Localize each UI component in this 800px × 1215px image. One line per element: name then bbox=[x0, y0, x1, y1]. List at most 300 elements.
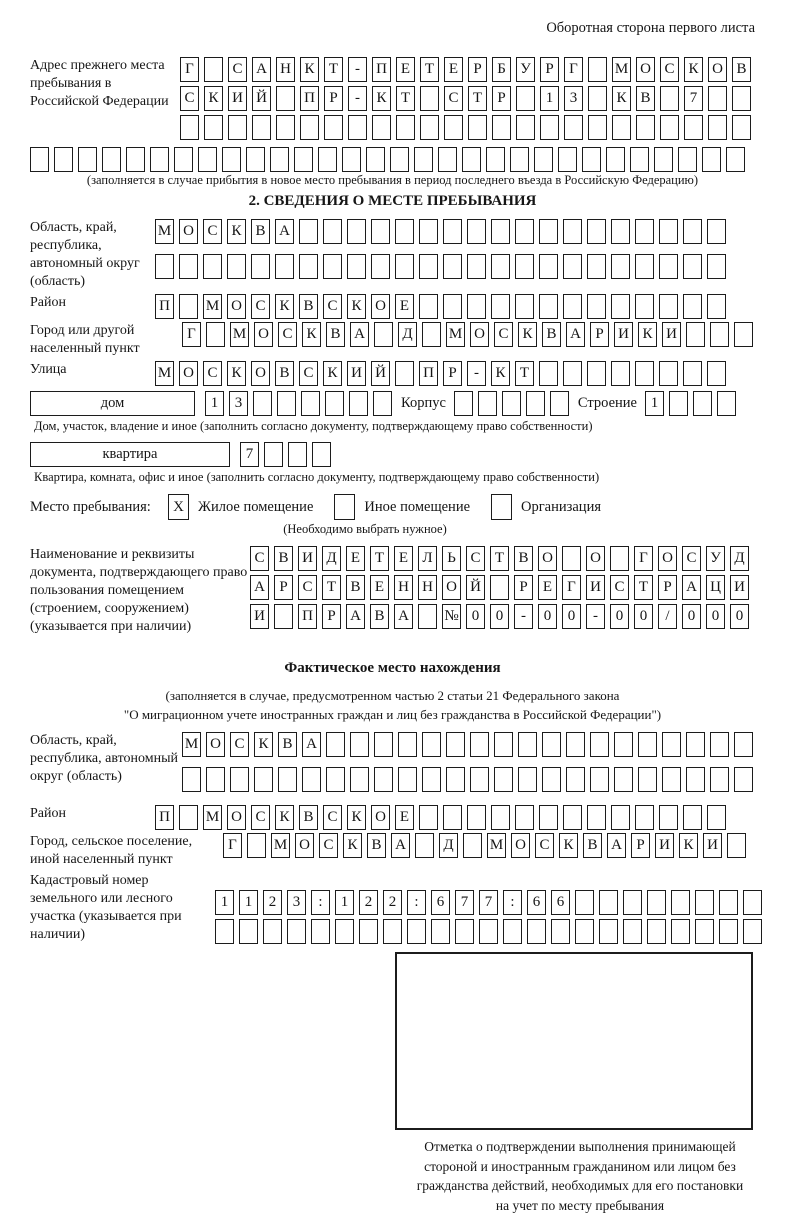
char-box[interactable] bbox=[324, 115, 343, 140]
char-box[interactable] bbox=[467, 294, 486, 319]
char-box[interactable] bbox=[564, 115, 583, 140]
char-box[interactable]: Д bbox=[439, 833, 458, 858]
char-box[interactable] bbox=[420, 86, 439, 111]
char-box[interactable] bbox=[671, 919, 690, 944]
char-box[interactable] bbox=[302, 767, 321, 792]
char-box[interactable]: В bbox=[299, 805, 318, 830]
char-box[interactable] bbox=[550, 391, 569, 416]
char-box[interactable]: 2 bbox=[359, 890, 378, 915]
char-box[interactable] bbox=[702, 147, 721, 172]
char-box[interactable] bbox=[276, 86, 295, 111]
char-box[interactable]: С bbox=[535, 833, 554, 858]
char-box[interactable] bbox=[419, 294, 438, 319]
char-box[interactable]: О bbox=[371, 805, 390, 830]
char-box[interactable] bbox=[347, 219, 366, 244]
char-box[interactable] bbox=[491, 219, 510, 244]
char-box[interactable]: Е bbox=[370, 575, 389, 600]
char-box[interactable] bbox=[274, 604, 293, 629]
char-box[interactable]: М bbox=[487, 833, 506, 858]
char-box[interactable] bbox=[294, 147, 313, 172]
char-box[interactable] bbox=[420, 115, 439, 140]
char-box[interactable] bbox=[710, 322, 729, 347]
char-box[interactable]: М bbox=[612, 57, 631, 82]
char-box[interactable]: У bbox=[706, 546, 725, 571]
char-box[interactable]: 0 bbox=[706, 604, 725, 629]
char-box[interactable] bbox=[717, 391, 736, 416]
char-box[interactable]: К bbox=[254, 732, 273, 757]
char-box[interactable] bbox=[683, 294, 702, 319]
char-box[interactable] bbox=[587, 254, 606, 279]
char-box[interactable] bbox=[486, 147, 505, 172]
char-box[interactable]: Т bbox=[468, 86, 487, 111]
char-box[interactable]: К bbox=[372, 86, 391, 111]
char-box[interactable] bbox=[444, 115, 463, 140]
char-box[interactable] bbox=[647, 919, 666, 944]
char-box[interactable] bbox=[270, 147, 289, 172]
char-box[interactable] bbox=[611, 254, 630, 279]
char-box[interactable] bbox=[494, 732, 513, 757]
char-box[interactable] bbox=[575, 890, 594, 915]
char-box[interactable] bbox=[611, 805, 630, 830]
char-box[interactable] bbox=[732, 86, 751, 111]
char-box[interactable] bbox=[312, 442, 331, 467]
char-box[interactable] bbox=[678, 147, 697, 172]
char-box[interactable] bbox=[490, 575, 509, 600]
char-box[interactable] bbox=[708, 115, 727, 140]
char-box[interactable]: Т bbox=[420, 57, 439, 82]
char-box[interactable]: К bbox=[612, 86, 631, 111]
char-box[interactable] bbox=[686, 322, 705, 347]
char-box[interactable] bbox=[614, 732, 633, 757]
char-box[interactable]: А bbox=[394, 604, 413, 629]
char-box[interactable] bbox=[539, 294, 558, 319]
char-box[interactable]: И bbox=[703, 833, 722, 858]
char-box[interactable]: И bbox=[228, 86, 247, 111]
char-box[interactable] bbox=[414, 147, 433, 172]
char-box[interactable] bbox=[647, 890, 666, 915]
char-box[interactable] bbox=[323, 219, 342, 244]
char-box[interactable]: С bbox=[323, 805, 342, 830]
char-box[interactable] bbox=[563, 805, 582, 830]
char-box[interactable]: Р bbox=[658, 575, 677, 600]
char-box[interactable] bbox=[516, 86, 535, 111]
char-box[interactable] bbox=[686, 732, 705, 757]
char-box[interactable]: / bbox=[658, 604, 677, 629]
char-box[interactable]: В bbox=[299, 294, 318, 319]
char-box[interactable]: М bbox=[446, 322, 465, 347]
char-box[interactable] bbox=[415, 833, 434, 858]
char-box[interactable]: Й bbox=[466, 575, 485, 600]
char-box[interactable]: Й bbox=[252, 86, 271, 111]
char-box[interactable] bbox=[263, 919, 282, 944]
char-box[interactable]: Д bbox=[322, 546, 341, 571]
char-box[interactable] bbox=[179, 805, 198, 830]
char-box[interactable] bbox=[78, 147, 97, 172]
char-box[interactable]: Н bbox=[418, 575, 437, 600]
char-box[interactable] bbox=[215, 919, 234, 944]
char-box[interactable]: П bbox=[298, 604, 317, 629]
char-box[interactable]: О bbox=[179, 361, 198, 386]
char-box[interactable]: : bbox=[503, 890, 522, 915]
char-box[interactable]: Т bbox=[396, 86, 415, 111]
char-box[interactable] bbox=[707, 294, 726, 319]
char-box[interactable] bbox=[203, 254, 222, 279]
char-box[interactable] bbox=[719, 919, 738, 944]
char-box[interactable]: 7 bbox=[684, 86, 703, 111]
char-box[interactable]: Е bbox=[395, 805, 414, 830]
char-box[interactable] bbox=[275, 254, 294, 279]
char-box[interactable] bbox=[180, 115, 199, 140]
char-box[interactable] bbox=[659, 254, 678, 279]
char-box[interactable] bbox=[683, 805, 702, 830]
char-box[interactable]: С bbox=[180, 86, 199, 111]
char-box[interactable] bbox=[539, 219, 558, 244]
char-box[interactable]: Д bbox=[730, 546, 749, 571]
char-box[interactable] bbox=[693, 391, 712, 416]
char-box[interactable]: 1 bbox=[215, 890, 234, 915]
char-box[interactable] bbox=[542, 767, 561, 792]
char-box[interactable]: - bbox=[514, 604, 533, 629]
char-box[interactable] bbox=[491, 805, 510, 830]
char-box[interactable] bbox=[349, 391, 368, 416]
apartment-type-box[interactable]: квартира bbox=[30, 442, 230, 467]
char-box[interactable]: У bbox=[516, 57, 535, 82]
char-box[interactable]: 0 bbox=[466, 604, 485, 629]
char-box[interactable]: С bbox=[250, 546, 269, 571]
char-box[interactable] bbox=[30, 147, 49, 172]
char-box[interactable] bbox=[350, 732, 369, 757]
char-box[interactable] bbox=[734, 322, 753, 347]
char-box[interactable]: А bbox=[275, 219, 294, 244]
char-box[interactable]: С bbox=[682, 546, 701, 571]
char-box[interactable]: Р bbox=[631, 833, 650, 858]
char-box[interactable] bbox=[515, 805, 534, 830]
char-box[interactable]: М bbox=[182, 732, 201, 757]
checkbox-residential[interactable]: X bbox=[168, 494, 189, 520]
char-box[interactable]: Е bbox=[395, 294, 414, 319]
char-box[interactable] bbox=[707, 219, 726, 244]
char-box[interactable] bbox=[395, 361, 414, 386]
char-box[interactable] bbox=[686, 767, 705, 792]
char-box[interactable] bbox=[727, 833, 746, 858]
char-box[interactable] bbox=[588, 57, 607, 82]
char-box[interactable] bbox=[467, 254, 486, 279]
checkbox-organization[interactable] bbox=[491, 494, 512, 520]
char-box[interactable]: : bbox=[407, 890, 426, 915]
char-box[interactable]: О bbox=[636, 57, 655, 82]
char-box[interactable]: П bbox=[300, 86, 319, 111]
char-box[interactable]: П bbox=[155, 805, 174, 830]
char-box[interactable] bbox=[419, 219, 438, 244]
char-box[interactable]: К bbox=[638, 322, 657, 347]
char-box[interactable]: Е bbox=[396, 57, 415, 82]
char-box[interactable] bbox=[419, 805, 438, 830]
char-box[interactable] bbox=[510, 147, 529, 172]
char-box[interactable] bbox=[390, 147, 409, 172]
char-box[interactable] bbox=[454, 391, 473, 416]
char-box[interactable]: А bbox=[252, 57, 271, 82]
char-box[interactable] bbox=[516, 115, 535, 140]
char-box[interactable]: Т bbox=[370, 546, 389, 571]
char-box[interactable] bbox=[659, 219, 678, 244]
char-box[interactable] bbox=[443, 294, 462, 319]
char-box[interactable] bbox=[179, 254, 198, 279]
char-box[interactable] bbox=[707, 805, 726, 830]
char-box[interactable] bbox=[515, 254, 534, 279]
char-box[interactable]: И bbox=[586, 575, 605, 600]
char-box[interactable] bbox=[563, 219, 582, 244]
char-box[interactable] bbox=[247, 833, 266, 858]
char-box[interactable]: С bbox=[251, 294, 270, 319]
char-box[interactable] bbox=[708, 86, 727, 111]
char-box[interactable] bbox=[534, 147, 553, 172]
char-box[interactable]: 2 bbox=[263, 890, 282, 915]
char-box[interactable] bbox=[446, 732, 465, 757]
char-box[interactable] bbox=[611, 361, 630, 386]
char-box[interactable] bbox=[383, 919, 402, 944]
char-box[interactable]: Г bbox=[182, 322, 201, 347]
char-box[interactable] bbox=[659, 805, 678, 830]
char-box[interactable] bbox=[300, 115, 319, 140]
char-box[interactable] bbox=[299, 219, 318, 244]
char-box[interactable] bbox=[588, 115, 607, 140]
char-box[interactable]: С bbox=[278, 322, 297, 347]
char-box[interactable]: Н bbox=[394, 575, 413, 600]
char-box[interactable]: А bbox=[391, 833, 410, 858]
char-box[interactable] bbox=[478, 391, 497, 416]
char-box[interactable] bbox=[347, 254, 366, 279]
char-box[interactable]: № bbox=[442, 604, 461, 629]
char-box[interactable] bbox=[323, 254, 342, 279]
char-box[interactable] bbox=[494, 767, 513, 792]
char-box[interactable]: В bbox=[370, 604, 389, 629]
char-box[interactable] bbox=[719, 890, 738, 915]
char-box[interactable]: 0 bbox=[538, 604, 557, 629]
char-box[interactable]: 6 bbox=[551, 890, 570, 915]
char-box[interactable] bbox=[566, 732, 585, 757]
char-box[interactable]: В bbox=[732, 57, 751, 82]
char-box[interactable] bbox=[526, 391, 545, 416]
char-box[interactable] bbox=[174, 147, 193, 172]
char-box[interactable]: С bbox=[319, 833, 338, 858]
char-box[interactable]: 0 bbox=[682, 604, 701, 629]
char-box[interactable] bbox=[630, 147, 649, 172]
char-box[interactable]: С bbox=[660, 57, 679, 82]
char-box[interactable] bbox=[455, 919, 474, 944]
char-box[interactable]: И bbox=[655, 833, 674, 858]
char-box[interactable]: В bbox=[542, 322, 561, 347]
char-box[interactable] bbox=[684, 115, 703, 140]
char-box[interactable] bbox=[638, 767, 657, 792]
char-box[interactable]: О bbox=[206, 732, 225, 757]
char-box[interactable]: К bbox=[491, 361, 510, 386]
char-box[interactable] bbox=[422, 732, 441, 757]
char-box[interactable]: А bbox=[302, 732, 321, 757]
char-box[interactable] bbox=[623, 890, 642, 915]
char-box[interactable]: Н bbox=[276, 57, 295, 82]
char-box[interactable]: О bbox=[227, 805, 246, 830]
char-box[interactable]: Т bbox=[515, 361, 534, 386]
char-box[interactable] bbox=[539, 254, 558, 279]
char-box[interactable] bbox=[206, 322, 225, 347]
char-box[interactable] bbox=[288, 442, 307, 467]
char-box[interactable] bbox=[503, 919, 522, 944]
char-box[interactable] bbox=[374, 767, 393, 792]
char-box[interactable]: 1 bbox=[205, 391, 224, 416]
char-box[interactable] bbox=[204, 57, 223, 82]
char-box[interactable] bbox=[395, 219, 414, 244]
char-box[interactable]: Е bbox=[444, 57, 463, 82]
char-box[interactable]: - bbox=[586, 604, 605, 629]
char-box[interactable] bbox=[695, 919, 714, 944]
char-box[interactable] bbox=[540, 115, 559, 140]
char-box[interactable] bbox=[335, 919, 354, 944]
char-box[interactable]: К bbox=[300, 57, 319, 82]
char-box[interactable]: Т bbox=[324, 57, 343, 82]
char-box[interactable] bbox=[587, 805, 606, 830]
char-box[interactable] bbox=[179, 294, 198, 319]
char-box[interactable]: Т bbox=[490, 546, 509, 571]
char-box[interactable]: 6 bbox=[527, 890, 546, 915]
char-box[interactable] bbox=[588, 86, 607, 111]
char-box[interactable] bbox=[539, 361, 558, 386]
char-box[interactable]: Р bbox=[324, 86, 343, 111]
char-box[interactable] bbox=[710, 767, 729, 792]
char-box[interactable] bbox=[350, 767, 369, 792]
char-box[interactable] bbox=[659, 294, 678, 319]
char-box[interactable]: К bbox=[227, 361, 246, 386]
char-box[interactable] bbox=[419, 254, 438, 279]
char-box[interactable] bbox=[563, 361, 582, 386]
char-box[interactable] bbox=[683, 254, 702, 279]
char-box[interactable]: Е bbox=[346, 546, 365, 571]
char-box[interactable] bbox=[610, 546, 629, 571]
char-box[interactable]: Р bbox=[468, 57, 487, 82]
char-box[interactable]: Р bbox=[443, 361, 462, 386]
char-box[interactable] bbox=[590, 732, 609, 757]
char-box[interactable] bbox=[743, 919, 762, 944]
char-box[interactable]: С bbox=[298, 575, 317, 600]
char-box[interactable] bbox=[563, 294, 582, 319]
char-box[interactable] bbox=[582, 147, 601, 172]
char-box[interactable] bbox=[660, 86, 679, 111]
char-box[interactable] bbox=[239, 919, 258, 944]
char-box[interactable]: - bbox=[348, 57, 367, 82]
char-box[interactable]: Р bbox=[492, 86, 511, 111]
char-box[interactable]: К bbox=[518, 322, 537, 347]
char-box[interactable]: М bbox=[230, 322, 249, 347]
char-box[interactable] bbox=[204, 115, 223, 140]
char-box[interactable]: Д bbox=[398, 322, 417, 347]
char-box[interactable] bbox=[228, 115, 247, 140]
char-box[interactable]: О bbox=[179, 219, 198, 244]
char-box[interactable] bbox=[446, 767, 465, 792]
char-box[interactable] bbox=[374, 732, 393, 757]
char-box[interactable] bbox=[518, 767, 537, 792]
char-box[interactable]: В bbox=[514, 546, 533, 571]
char-box[interactable]: С bbox=[230, 732, 249, 757]
char-box[interactable] bbox=[431, 919, 450, 944]
char-box[interactable]: П bbox=[155, 294, 174, 319]
char-box[interactable] bbox=[371, 219, 390, 244]
char-box[interactable]: Р bbox=[514, 575, 533, 600]
char-box[interactable]: О bbox=[586, 546, 605, 571]
char-box[interactable]: Р bbox=[274, 575, 293, 600]
char-box[interactable] bbox=[395, 254, 414, 279]
char-box[interactable]: - bbox=[467, 361, 486, 386]
char-box[interactable]: Б bbox=[492, 57, 511, 82]
char-box[interactable] bbox=[659, 361, 678, 386]
char-box[interactable] bbox=[636, 115, 655, 140]
char-box[interactable] bbox=[654, 147, 673, 172]
char-box[interactable]: В bbox=[326, 322, 345, 347]
char-box[interactable] bbox=[254, 767, 273, 792]
char-box[interactable]: А bbox=[250, 575, 269, 600]
char-box[interactable] bbox=[443, 254, 462, 279]
char-box[interactable]: 0 bbox=[610, 604, 629, 629]
char-box[interactable]: Е bbox=[538, 575, 557, 600]
char-box[interactable] bbox=[373, 391, 392, 416]
char-box[interactable]: И bbox=[298, 546, 317, 571]
char-box[interactable]: К bbox=[559, 833, 578, 858]
char-box[interactable]: Л bbox=[418, 546, 437, 571]
char-box[interactable]: К bbox=[347, 805, 366, 830]
char-box[interactable] bbox=[372, 115, 391, 140]
char-box[interactable] bbox=[707, 361, 726, 386]
char-box[interactable] bbox=[301, 391, 320, 416]
char-box[interactable] bbox=[276, 115, 295, 140]
char-box[interactable]: Р bbox=[322, 604, 341, 629]
char-box[interactable]: О bbox=[538, 546, 557, 571]
char-box[interactable]: Й bbox=[371, 361, 390, 386]
char-box[interactable]: К bbox=[302, 322, 321, 347]
char-box[interactable] bbox=[590, 767, 609, 792]
char-box[interactable]: В bbox=[275, 361, 294, 386]
char-box[interactable] bbox=[491, 294, 510, 319]
char-box[interactable]: К bbox=[347, 294, 366, 319]
char-box[interactable] bbox=[612, 115, 631, 140]
char-box[interactable] bbox=[150, 147, 169, 172]
char-box[interactable]: - bbox=[348, 86, 367, 111]
char-box[interactable]: О bbox=[708, 57, 727, 82]
char-box[interactable]: Г bbox=[180, 57, 199, 82]
char-box[interactable] bbox=[563, 254, 582, 279]
char-box[interactable] bbox=[438, 147, 457, 172]
char-box[interactable]: М bbox=[271, 833, 290, 858]
char-box[interactable]: К bbox=[204, 86, 223, 111]
char-box[interactable]: 7 bbox=[455, 890, 474, 915]
char-box[interactable] bbox=[527, 919, 546, 944]
char-box[interactable]: А bbox=[566, 322, 585, 347]
char-box[interactable]: 0 bbox=[490, 604, 509, 629]
char-box[interactable] bbox=[635, 254, 654, 279]
char-box[interactable]: Р bbox=[540, 57, 559, 82]
char-box[interactable]: С bbox=[444, 86, 463, 111]
char-box[interactable] bbox=[542, 732, 561, 757]
house-type-box[interactable]: дом bbox=[30, 391, 195, 416]
char-box[interactable]: 0 bbox=[634, 604, 653, 629]
char-box[interactable] bbox=[743, 890, 762, 915]
char-box[interactable] bbox=[518, 732, 537, 757]
char-box[interactable]: Г bbox=[223, 833, 242, 858]
char-box[interactable]: О bbox=[442, 575, 461, 600]
char-box[interactable] bbox=[198, 147, 217, 172]
char-box[interactable]: 1 bbox=[335, 890, 354, 915]
char-box[interactable]: Т bbox=[322, 575, 341, 600]
char-box[interactable] bbox=[707, 254, 726, 279]
char-box[interactable] bbox=[575, 919, 594, 944]
char-box[interactable] bbox=[662, 767, 681, 792]
